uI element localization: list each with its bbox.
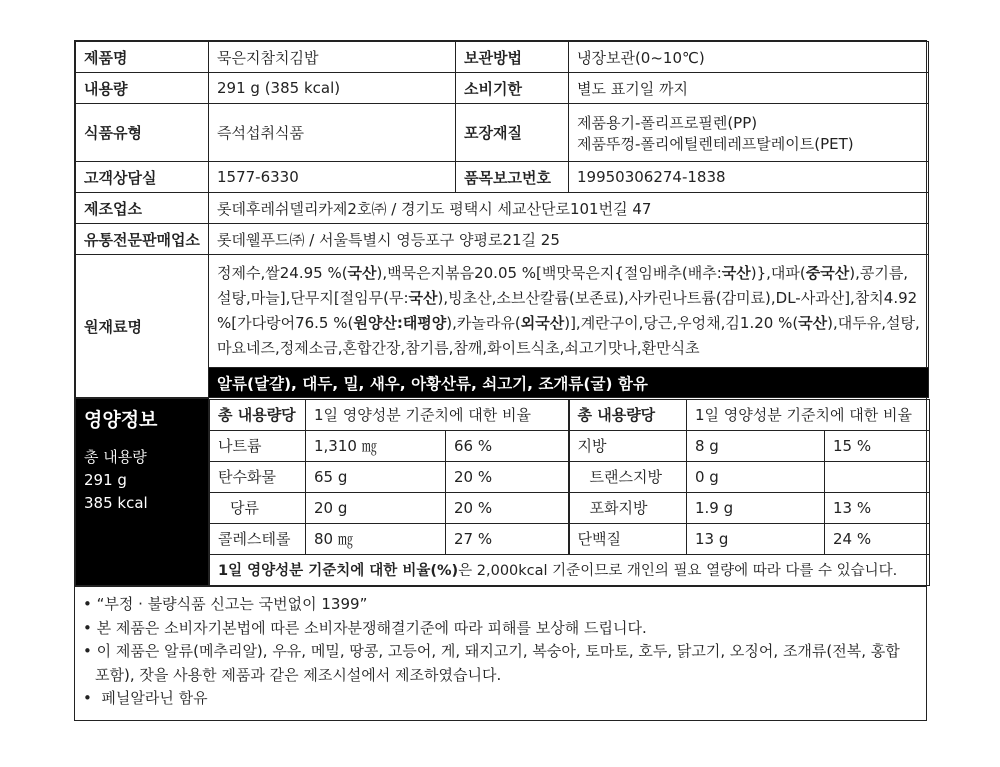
- nutrition-title: 영양정보: [84, 409, 158, 431]
- distributor-label: 유통전문판매업소: [76, 224, 209, 255]
- food-type-value: 즉석섭취식품: [209, 104, 456, 162]
- nutrient-amount: 20 g: [306, 492, 446, 523]
- nutrient-amount: 13 g: [687, 523, 825, 554]
- nutrient-name: 포화지방: [569, 492, 687, 523]
- nutrient-name: 단백질: [569, 523, 687, 554]
- food-label: [74, 40, 927, 721]
- report-number-value: 19950306274-1838: [569, 162, 929, 193]
- food-type-label: 식품유형: [76, 104, 209, 162]
- allergy-banner: 알류(달걀), 대두, 밀, 새우, 아황산류, 쇠고기, 조개류(굴) 함유: [209, 368, 929, 398]
- notes-section: [75, 586, 926, 717]
- nutrient-name: 트랜스지방: [569, 461, 687, 492]
- product-info-table: [75, 41, 929, 398]
- nutrient-pct: 20 %: [446, 461, 569, 492]
- volume-value: 291 g (385 kcal): [209, 73, 456, 104]
- nutrition-footnote: 1일 영양성분 기준치에 대한 비율(%)은 2,000kcal 기준이므로 개인의 필요 열량에 따라 다를 수 있습니다.: [210, 554, 930, 585]
- nutrient-pct: 24 %: [825, 523, 930, 554]
- nutrient-name: 나트륨: [210, 430, 306, 461]
- product-name-label: 제품명: [76, 42, 209, 73]
- nutrition-summary: [76, 399, 209, 586]
- header-ratio-left: 1일 영양성분 기준치에 대한 비율: [306, 399, 569, 430]
- cs-label: 고객상담실: [76, 162, 209, 193]
- packaging-line-2: 제품뚜껑-폴리에틸렌테레프탈레이트(PET): [577, 134, 854, 153]
- total-kcal: 385 kcal: [84, 494, 148, 512]
- nutrient-pct: 15 %: [825, 430, 930, 461]
- distributor-value: 롯데웰푸드㈜ / 서울특별시 영등포구 양평로21길 25: [209, 224, 929, 255]
- note-item-continued: 포함), 잣을 사용한 제품과 같은 제조시설에서 제조하였습니다.: [95, 665, 502, 684]
- expiry-value: 별도 표기일 까지: [569, 73, 929, 104]
- packaging-line-1: 제품용기-폴리프로필렌(PP): [577, 113, 758, 132]
- manufacturer-label: 제조업소: [76, 193, 209, 224]
- total-weight: 291 g: [84, 471, 127, 489]
- nutrition-grid: [209, 399, 930, 586]
- storage-label: 보관방법: [456, 42, 569, 73]
- nutrition-table: [75, 398, 929, 586]
- nutrient-name: 당류: [210, 492, 306, 523]
- manufacturer-value: 롯데후레쉬델리카제2호㈜ / 경기도 평택시 세교산단로101번길 47: [209, 193, 929, 224]
- report-number-label: 품목보고번호: [456, 162, 569, 193]
- header-total-left: 총 내용량당: [210, 399, 306, 430]
- expiry-label: 소비기한: [456, 73, 569, 104]
- note-item: • 본 제품은 소비자기본법에 따른 소비자분쟁해결기준에 따라 피해를 보상해 드립니다.: [83, 618, 647, 637]
- nutrient-amount: 65 g: [306, 461, 446, 492]
- packaging-value: [569, 104, 929, 162]
- nutrient-pct: 27 %: [446, 523, 569, 554]
- nutrient-name: 지방: [569, 430, 687, 461]
- cs-value: 1577-6330: [209, 162, 456, 193]
- total-label: 총 내용량: [84, 448, 147, 466]
- note-item: • “부정 · 불량식품 신고는 국번없이 1399”: [83, 595, 368, 613]
- note-item: • 이 제품은 알류(메추리알), 우유, 메밀, 땅콩, 고등어, 게, 돼지고기, 복숭아, 토마토, 호두, 닭고기, 오징어, 조개류(전복, 홍합: [83, 642, 900, 660]
- nutrient-amount: 1.9 g: [687, 492, 825, 523]
- nutrient-amount: 0 g: [687, 461, 825, 492]
- nutrient-pct: 13 %: [825, 492, 930, 523]
- packaging-label: 포장재질: [456, 104, 569, 162]
- nutrient-amount: 80 ㎎: [306, 523, 446, 554]
- volume-label: 내용량: [76, 73, 209, 104]
- nutrient-amount: 1,310 ㎎: [306, 430, 446, 461]
- header-total-right: 총 내용량당: [569, 399, 687, 430]
- ingredients-value: 정제수,쌀24.95 %(국산),백묵은지볶음20.05 %[백맛묵은지{절임배추(배추:국산)},대파(중국산),콩기름,설탕,마늘],단무지[절임무(무:국산),빙초산,소브산칼륨(보존료),사카린나트륨(감미료),DL-사과산],참치4.92 %[가다랑어76.5 %(원양산:태평양),카놀라유(외국산)],계란구이,당근,우엉채,김1.20 %(국산),대두유,설탕,마요네즈,정제소금,혼합간장,참기름,참깨,화이트식초,쇠고기맛나,환만식초: [209, 255, 929, 368]
- nutrient-pct: 66 %: [446, 430, 569, 461]
- nutrient-pct: [825, 461, 930, 492]
- storage-value: 냉장보관(0~10℃): [569, 42, 929, 73]
- note-item: • 페닐알라닌 함유: [83, 689, 208, 707]
- product-name-value: 묵은지참치김밥: [209, 42, 456, 73]
- nutrition-grid-cell: [209, 399, 929, 586]
- nutrient-amount: 8 g: [687, 430, 825, 461]
- header-ratio-right: 1일 영양성분 기준치에 대한 비율: [687, 399, 930, 430]
- nutrient-name: 콜레스테롤: [210, 523, 306, 554]
- nutrient-name: 탄수화물: [210, 461, 306, 492]
- nutrient-pct: 20 %: [446, 492, 569, 523]
- ingredients-label: 원재료명: [76, 255, 209, 398]
